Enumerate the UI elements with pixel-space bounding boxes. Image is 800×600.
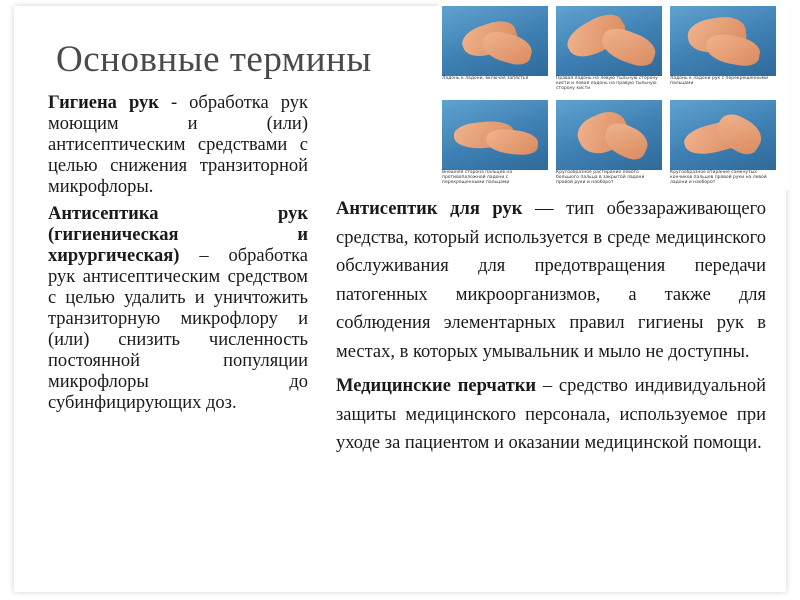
step-caption: Правая ладонь на левую тыльную сторону кисти и левая ладонь на правую тыльную сторону кисти [556, 76, 658, 91]
handwash-step-photo [442, 6, 548, 86]
antiseptic-definition [48, 204, 308, 414]
dash: - [170, 93, 190, 113]
gloves-text: средство индивидуальной защиты медицинского персонала, используемое при уходе за пациентом и оказании медицинской помощи. [336, 376, 766, 453]
handwash-step-photo [442, 100, 548, 185]
dash: – [199, 246, 229, 266]
left-column [48, 93, 308, 420]
step-caption: Ладонь к ладони, включая запястья [442, 76, 529, 81]
step-caption: Внешняя сторона пальцев на противоположной ладони с перекрещенными пальцами [442, 170, 513, 185]
antiseptic-agent-definition [336, 195, 766, 366]
right-column [336, 195, 766, 464]
hygiene-definition [48, 93, 308, 198]
dash: — [535, 199, 567, 219]
handwash-steps-panel [438, 2, 790, 190]
antiseptic-text: обработка рук антисептическим средством с целью удалить и уничтожить транзиторную микрофлору и (или) снизить численность постоянной популяции микрофлоры до субинфицирующих доз. [48, 246, 309, 413]
slide-title: Основные термины [56, 39, 372, 80]
handwash-step-photo [670, 6, 776, 86]
antiseptic-agent-text: тип обеззараживающего средства, который используется в среде медицинского обслуживания для предотвращения передачи патогенных микроорганизмов, а также для соблюдения элементарных правил гигиены рук в местах, в которых умывальник и мыло не доступны. [336, 199, 767, 362]
step-caption: Кругообразное втирание сомкнутых кончиков пальцев правой руки на левой ладони и наоборот [670, 170, 767, 185]
gloves-term: Медицинские перчатки [336, 376, 537, 396]
handwash-step-photo [556, 6, 662, 91]
gloves-definition [336, 372, 766, 458]
antiseptic-term: Антисептика рук (гигиеническая и хирургическая) [48, 204, 308, 266]
handwash-step-photo [556, 100, 662, 185]
step-caption: Ладонь к ладони рук с перекрещенными пальцами [670, 76, 768, 86]
antiseptic-agent-term: Антисептик для рук [336, 199, 523, 219]
hygiene-term: Гигиена рук [48, 93, 159, 113]
step-caption: Кругообразное растирание левого большого пальца в закрытой ладони правой руки и наоборот [556, 170, 645, 185]
hygiene-text: обработка рук моющим и (или) антисептическим средствами с целью снижения транзиторной микрофлоры. [48, 93, 309, 197]
handwash-step-photo [670, 100, 776, 185]
dash: – [542, 376, 559, 396]
